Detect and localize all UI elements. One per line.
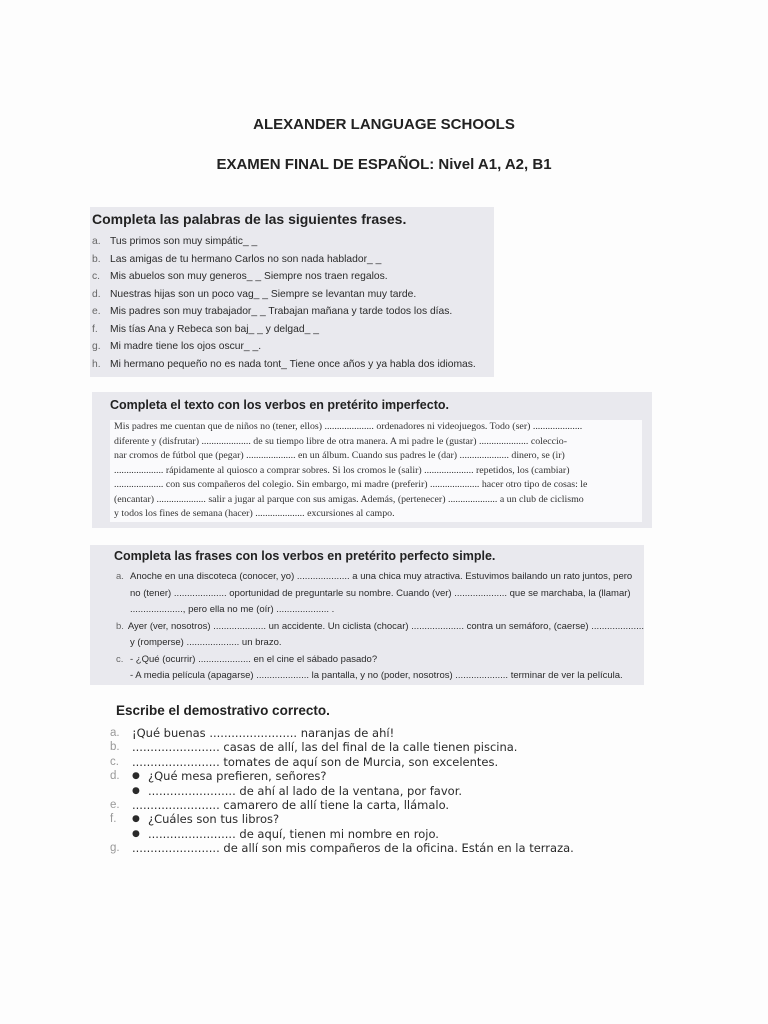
bullet-icon: ● [132,814,140,825]
section-demonstratives [110,703,630,856]
exercise-line [116,668,644,685]
item-marker [110,827,132,841]
item-marker: f. [110,813,117,826]
item-marker: g. [110,842,120,855]
item-text: ........................ casas de allí, las del final de la calle tienen piscina. [132,740,518,755]
exercise-item [92,356,494,374]
bullet-icon: ● [132,785,140,796]
exercise-item [92,321,494,339]
paragraph-line: y todos los fines de semana (hacer) .................... excursiones al campo. [114,508,395,519]
paragraph-line: diferente y (disfrutar) .................... de su tiempo libre de otra manera. A mi padre le (gustar) .................... coleccio- [114,435,568,447]
item-marker: d. [92,288,101,300]
exercise-item [92,338,494,356]
item-text: Mi hermano pequeño no es nada tont_ Tiene once años y ya habla dos idiomas. [110,358,476,370]
item-marker: b. [116,620,124,632]
paragraph-line: .................... rápidamente al quiosco a comprar sobres. Si los cromos le (salir) .................... repetidos, los (cambiar) [114,464,570,476]
item-marker: g. [92,341,101,352]
item-text: Nuestras hijas son un poco vag_ _ Siempre se levantan muy tarde. [110,288,417,300]
item-text: no (tener) .................... oportunidad de preguntarle su nombre. Cuando (ver) .................... que se marchaba, la (llamar) [130,587,631,599]
exercise-line [116,586,644,603]
paragraph-line: .................... con sus compañeros del colegio. Sin embargo, mi madre (preferir) .................... hacer otro tipo de cosas: le [114,479,588,490]
school-name: ALEXANDER LANGUAGE SCHOOLS [253,116,515,133]
item-text: ........................ de allí son mis compañeros de la oficina. Están en la terraza. [132,841,574,856]
item-text: ........................ de aquí, tienen mi nombre en rojo. [148,826,439,841]
exercise-item [92,268,494,286]
bullet-icon: ● [132,771,140,782]
exercise-item [92,303,494,321]
item-marker: f. [92,323,98,335]
item-text: Ayer (ver, nosotros) .................... un accidente. Un ciclista (chocar) .................... contra un semáforo, (caerse) .................... [127,620,644,632]
section-title: Completa las frases con los verbos en pretérito perfecto simple. [114,549,496,563]
section-title: Escribe el demostrativo correcto. [116,703,330,718]
item-text: Las amigas de tu hermano Carlos no son nada hablador_ _ [110,253,382,265]
item-marker: e. [110,798,120,811]
item-text: Mis abuelos son muy generos_ _ Siempre nos traen regalos. [110,271,388,282]
item-text: - ¿Qué (ocurrir) .................... en el cine el sábado pasado? [130,653,378,665]
section-title: Completa el texto con los verbos en pretérito imperfecto. [110,398,449,412]
item-marker: b. [92,253,101,265]
item-text: ¡Qué buenas ........................ naranjas de ahí! [132,726,395,740]
exercise-line [110,798,630,812]
exercise-line [116,569,644,586]
exercise-line [110,784,630,798]
item-text: ...................., pero ella no me (oír) .................... . [130,604,335,615]
item-marker: c. [110,755,119,768]
item-marker: h. [92,358,101,370]
exercise-item [92,286,494,304]
exercise-line [110,755,630,769]
item-marker: c. [92,271,101,282]
paragraph-line: (encantar) .................... salir a jugar al parque con sus amigas. Además, (pertenecer) .................... a un club de ciclismo [114,493,584,505]
item-text: Tus primos son muy simpátic_ _ [110,236,258,247]
exercise-line [110,769,630,783]
exercise-line [110,841,630,855]
item-text: Mis padres son muy trabajador_ _ Trabajan mañana y tarde todos los días. [110,306,453,317]
exercise-item [92,251,494,269]
exercise-line [116,619,644,636]
item-text: ........................ tomates de aquí son de Murcia, son excelentes. [132,754,499,769]
item-text: y (romperse) .................... un brazo. [130,637,282,648]
item-text: Anoche en una discoteca (conocer, yo) .................... a una chica muy atractiva. Estuvimos bailando un rato juntos, pero [130,571,633,582]
item-marker: d. [110,770,120,783]
exercise-line [110,740,630,754]
item-text: Mis tías Ana y Rebeca son baj_ _ y delgad_ _ [110,323,319,335]
item-marker [110,784,132,798]
bullet-icon: ● [132,828,140,839]
section-complete-words [90,207,494,377]
exam-title: EXAMEN FINAL DE ESPAÑOL: Nivel A1, A2, B1 [216,156,552,173]
item-text: ........................ camarero de allí tiene la carta, llámalo. [132,797,450,812]
item-text: - A media película (apagarse) .................... la pantalla, y no (poder, nosotros) .................... terminar de ver la película. [130,670,623,681]
item-marker: a. [116,571,124,582]
paragraph-line: Mis padres me cuentan que de niños no (tener, ellos) .................... ordenadores ni videojuegos. Todo (ser) .................... [114,421,583,432]
item-marker: a. [110,727,120,739]
exercise-line [110,812,630,826]
item-marker: b. [110,741,120,754]
section-title: Completa las palabras de las siguientes frases. [92,211,407,227]
section-preterite [90,545,644,685]
paragraph [110,420,642,522]
exercise-line [116,602,644,619]
section-imperfect-text [92,392,652,528]
item-text: ........................ de ahí al lado de la ventana, por favor. [148,783,463,798]
item-text: Mi madre tiene los ojos oscur_ _. [110,341,262,352]
exercise-line [110,726,630,740]
item-marker: a. [92,236,101,247]
exercise-line [116,652,644,669]
item-text: ¿Qué mesa prefieren, señores? [148,769,327,784]
paragraph-line: nar cromos de fútbol que (pegar) .................... en un álbum. Cuando sus padres le (dar) .................... dinero, se (ir) [114,450,565,461]
item-marker: c. [116,653,124,665]
item-text: ¿Cuáles son tus libros? [148,812,280,827]
exercise-line [110,827,630,841]
item-marker: e. [92,306,101,317]
exercise-line [116,635,644,652]
exercise-item [92,233,494,251]
